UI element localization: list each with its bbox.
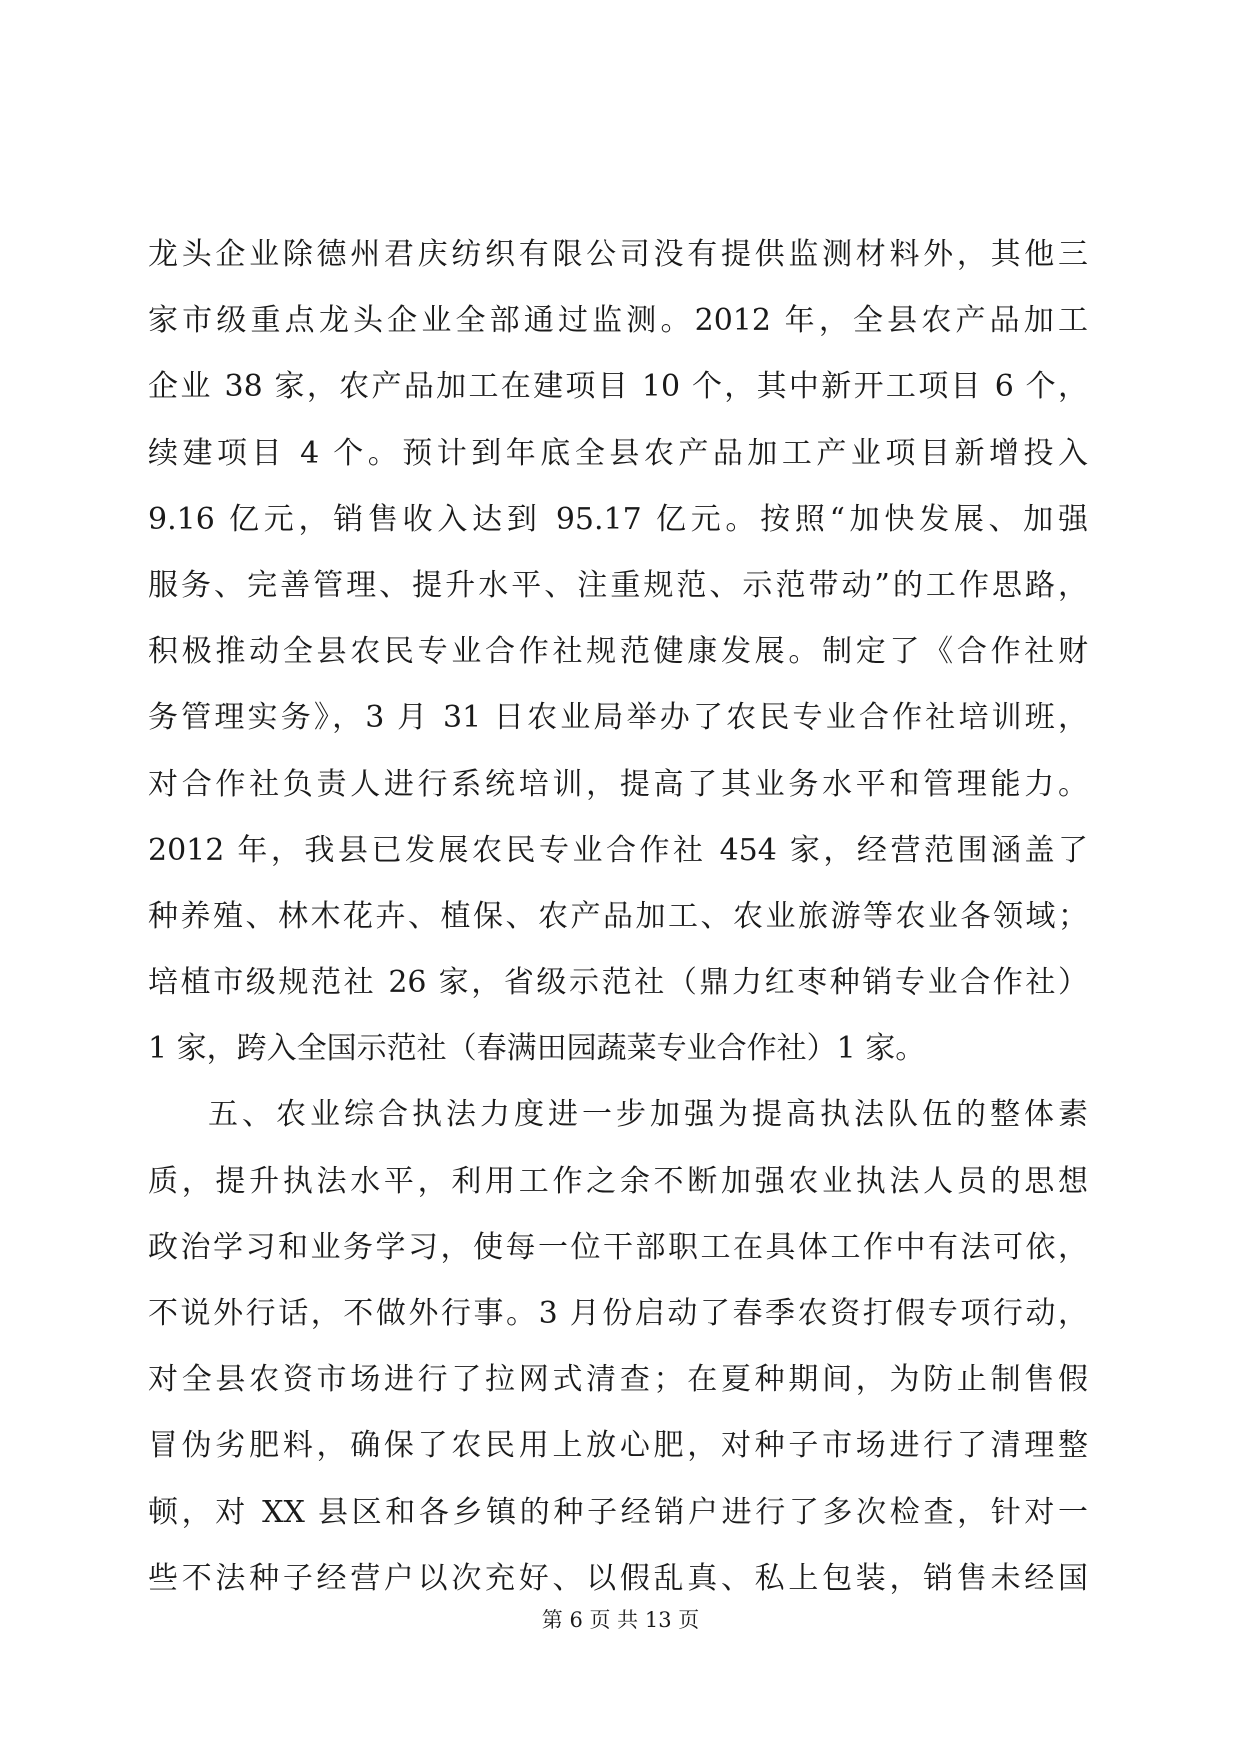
text-line: 务管理实务》，3 月 31 日农业局举办了农民专业合作社培训班，	[148, 700, 1088, 736]
text-line: 培植市级规范社 26 家，省级示范社（鼎力红枣种销专业合作社）	[148, 965, 1088, 1001]
text-line: 种养殖、林木花卉、植保、农产品加工、农业旅游等农业各领域；	[148, 898, 1088, 934]
text-line: 政治学习和业务学习，使每一位干部职工在具体工作中有法可依，	[148, 1229, 1088, 1265]
text-line: 续建项目 4 个。预计到年底全县农产品加工产业项目新增投入	[148, 435, 1088, 471]
text-line: 质，提升执法水平，利用工作之余不断加强农业执法人员的思想	[148, 1163, 1088, 1199]
text-line: 9.16 亿元，销售收入达到 95.17 亿元。按照“加快发展、加强	[148, 501, 1088, 537]
page-number-footer: 第 6 页 共 13 页	[541, 1608, 700, 1632]
text-line: 家市级重点龙头企业全部通过监测。2012 年，全县农产品加工	[148, 303, 1088, 339]
text-line: 龙头企业除德州君庆纺织有限公司没有提供监测材料外，其他三	[148, 237, 1088, 272]
text-line: 积极推动全县农民专业合作社规范健康发展。制定了《合作社财	[148, 634, 1088, 670]
text-line: 对合作社负责人进行系统培训，提高了其业务水平和管理能力。	[148, 766, 1088, 802]
text-line: 些不法种子经营户以次充好、以假乱真、私上包装，销售未经国	[148, 1560, 1088, 1596]
section-heading-line: 五、农业综合执法力度进一步加强为提高执法队伍的整体素	[208, 1097, 1088, 1133]
text-line: 企业 38 家，农产品加工在建项目 10 个，其中新开工项目 6 个，	[148, 369, 1088, 405]
text-line: 2012 年，我县已发展农民专业合作社 454 家，经营范围涵盖了	[148, 832, 1088, 868]
text-line: 对全县农资市场进行了拉网式清查；在夏种期间，为防止制售假	[148, 1362, 1088, 1398]
text-line: 顿，对 XX 县区和各乡镇的种子经销户进行了多次检查，针对一	[148, 1494, 1088, 1530]
text-line: 不说外行话，不做外行事。3 月份启动了春季农资打假专项行动，	[148, 1296, 1088, 1331]
text-line: 服务、完善管理、提升水平、注重规范、示范带动”的工作思路，	[148, 567, 1088, 603]
document-body	[148, 222, 1088, 1612]
text-line: 1 家，跨入全国示范社（春满田园蔬菜专业合作社）1 家。	[148, 1031, 926, 1067]
text-line: 冒伪劣肥料，确保了农民用上放心肥，对种子市场进行了清理整	[148, 1428, 1088, 1464]
